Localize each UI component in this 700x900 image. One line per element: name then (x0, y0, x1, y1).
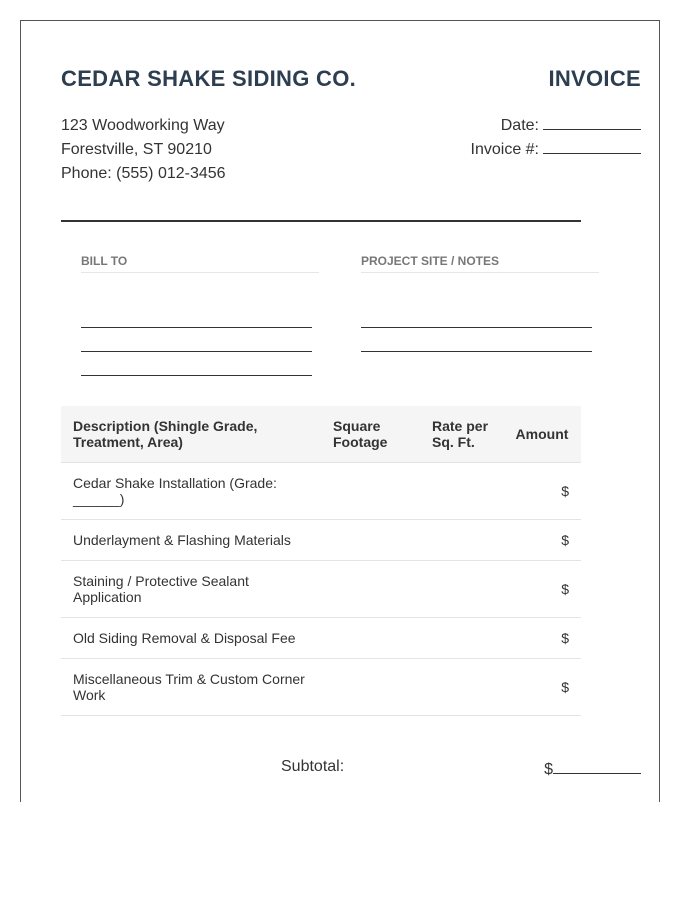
date-label: Date: (500, 117, 539, 134)
subtotal-value (544, 758, 641, 779)
address-city: Forestville, ST 90210 (61, 141, 212, 158)
item-square-footage[interactable] (321, 659, 420, 716)
item-square-footage[interactable] (321, 561, 420, 618)
project-notes-line[interactable] (361, 351, 592, 352)
table-header-row (61, 406, 581, 463)
item-rate[interactable] (420, 463, 503, 520)
bill-to-line[interactable] (81, 375, 312, 376)
item-square-footage[interactable] (321, 463, 420, 520)
item-description: Cedar Shake Installation (Grade: ______) (61, 463, 321, 520)
table-row (61, 659, 581, 716)
item-amount[interactable]: $ (503, 561, 581, 618)
company-address (61, 114, 226, 186)
project-notes-heading: PROJECT SITE / NOTES (361, 254, 599, 273)
date-row (471, 114, 641, 138)
table-row (61, 463, 581, 520)
line-items-table (61, 406, 581, 716)
invoice-title: INVOICE (548, 66, 641, 91)
item-rate[interactable] (420, 618, 503, 659)
table-row (61, 618, 581, 659)
item-description: Miscellaneous Trim & Custom Corner Work (61, 659, 321, 716)
item-description: Staining / Protective Sealant Application (61, 561, 321, 618)
subtotal-blank[interactable] (553, 758, 641, 774)
subtotal-currency: $ (544, 761, 553, 778)
item-amount[interactable]: $ (503, 659, 581, 716)
header-divider (61, 220, 581, 222)
item-rate[interactable] (420, 561, 503, 618)
date-blank[interactable] (543, 114, 641, 130)
item-amount[interactable]: $ (503, 618, 581, 659)
invoice-number-label: Invoice #: (470, 141, 539, 158)
company-name: CEDAR SHAKE SIDING CO. (61, 66, 357, 91)
bill-to-line[interactable] (81, 351, 312, 352)
bill-to-line[interactable] (81, 327, 312, 328)
item-rate[interactable] (420, 659, 503, 716)
item-description: Old Siding Removal & Disposal Fee (61, 618, 321, 659)
address-street: 123 Woodworking Way (61, 117, 225, 134)
col-amount-header: Amount (503, 406, 581, 463)
item-amount[interactable]: $ (503, 463, 581, 520)
item-amount[interactable]: $ (503, 520, 581, 561)
table-row (61, 561, 581, 618)
item-description: Underlayment & Flashing Materials (61, 520, 321, 561)
col-square-footage-header: Square Footage (321, 406, 420, 463)
project-notes-line[interactable] (361, 327, 592, 328)
subtotal-label: Subtotal: (281, 758, 345, 775)
item-square-footage[interactable] (321, 520, 420, 561)
bill-to-heading: BILL TO (81, 254, 319, 273)
address-phone: Phone: (555) 012-3456 (61, 165, 226, 182)
col-rate-header: Rate per Sq. Ft. (420, 406, 503, 463)
invoice-meta (471, 114, 641, 162)
invoice-number-blank[interactable] (543, 138, 641, 154)
table-row (61, 520, 581, 561)
col-description-header: Description (Shingle Grade, Treatment, Area) (61, 406, 321, 463)
item-rate[interactable] (420, 520, 503, 561)
invoice-number-row (471, 138, 641, 162)
item-square-footage[interactable] (321, 618, 420, 659)
